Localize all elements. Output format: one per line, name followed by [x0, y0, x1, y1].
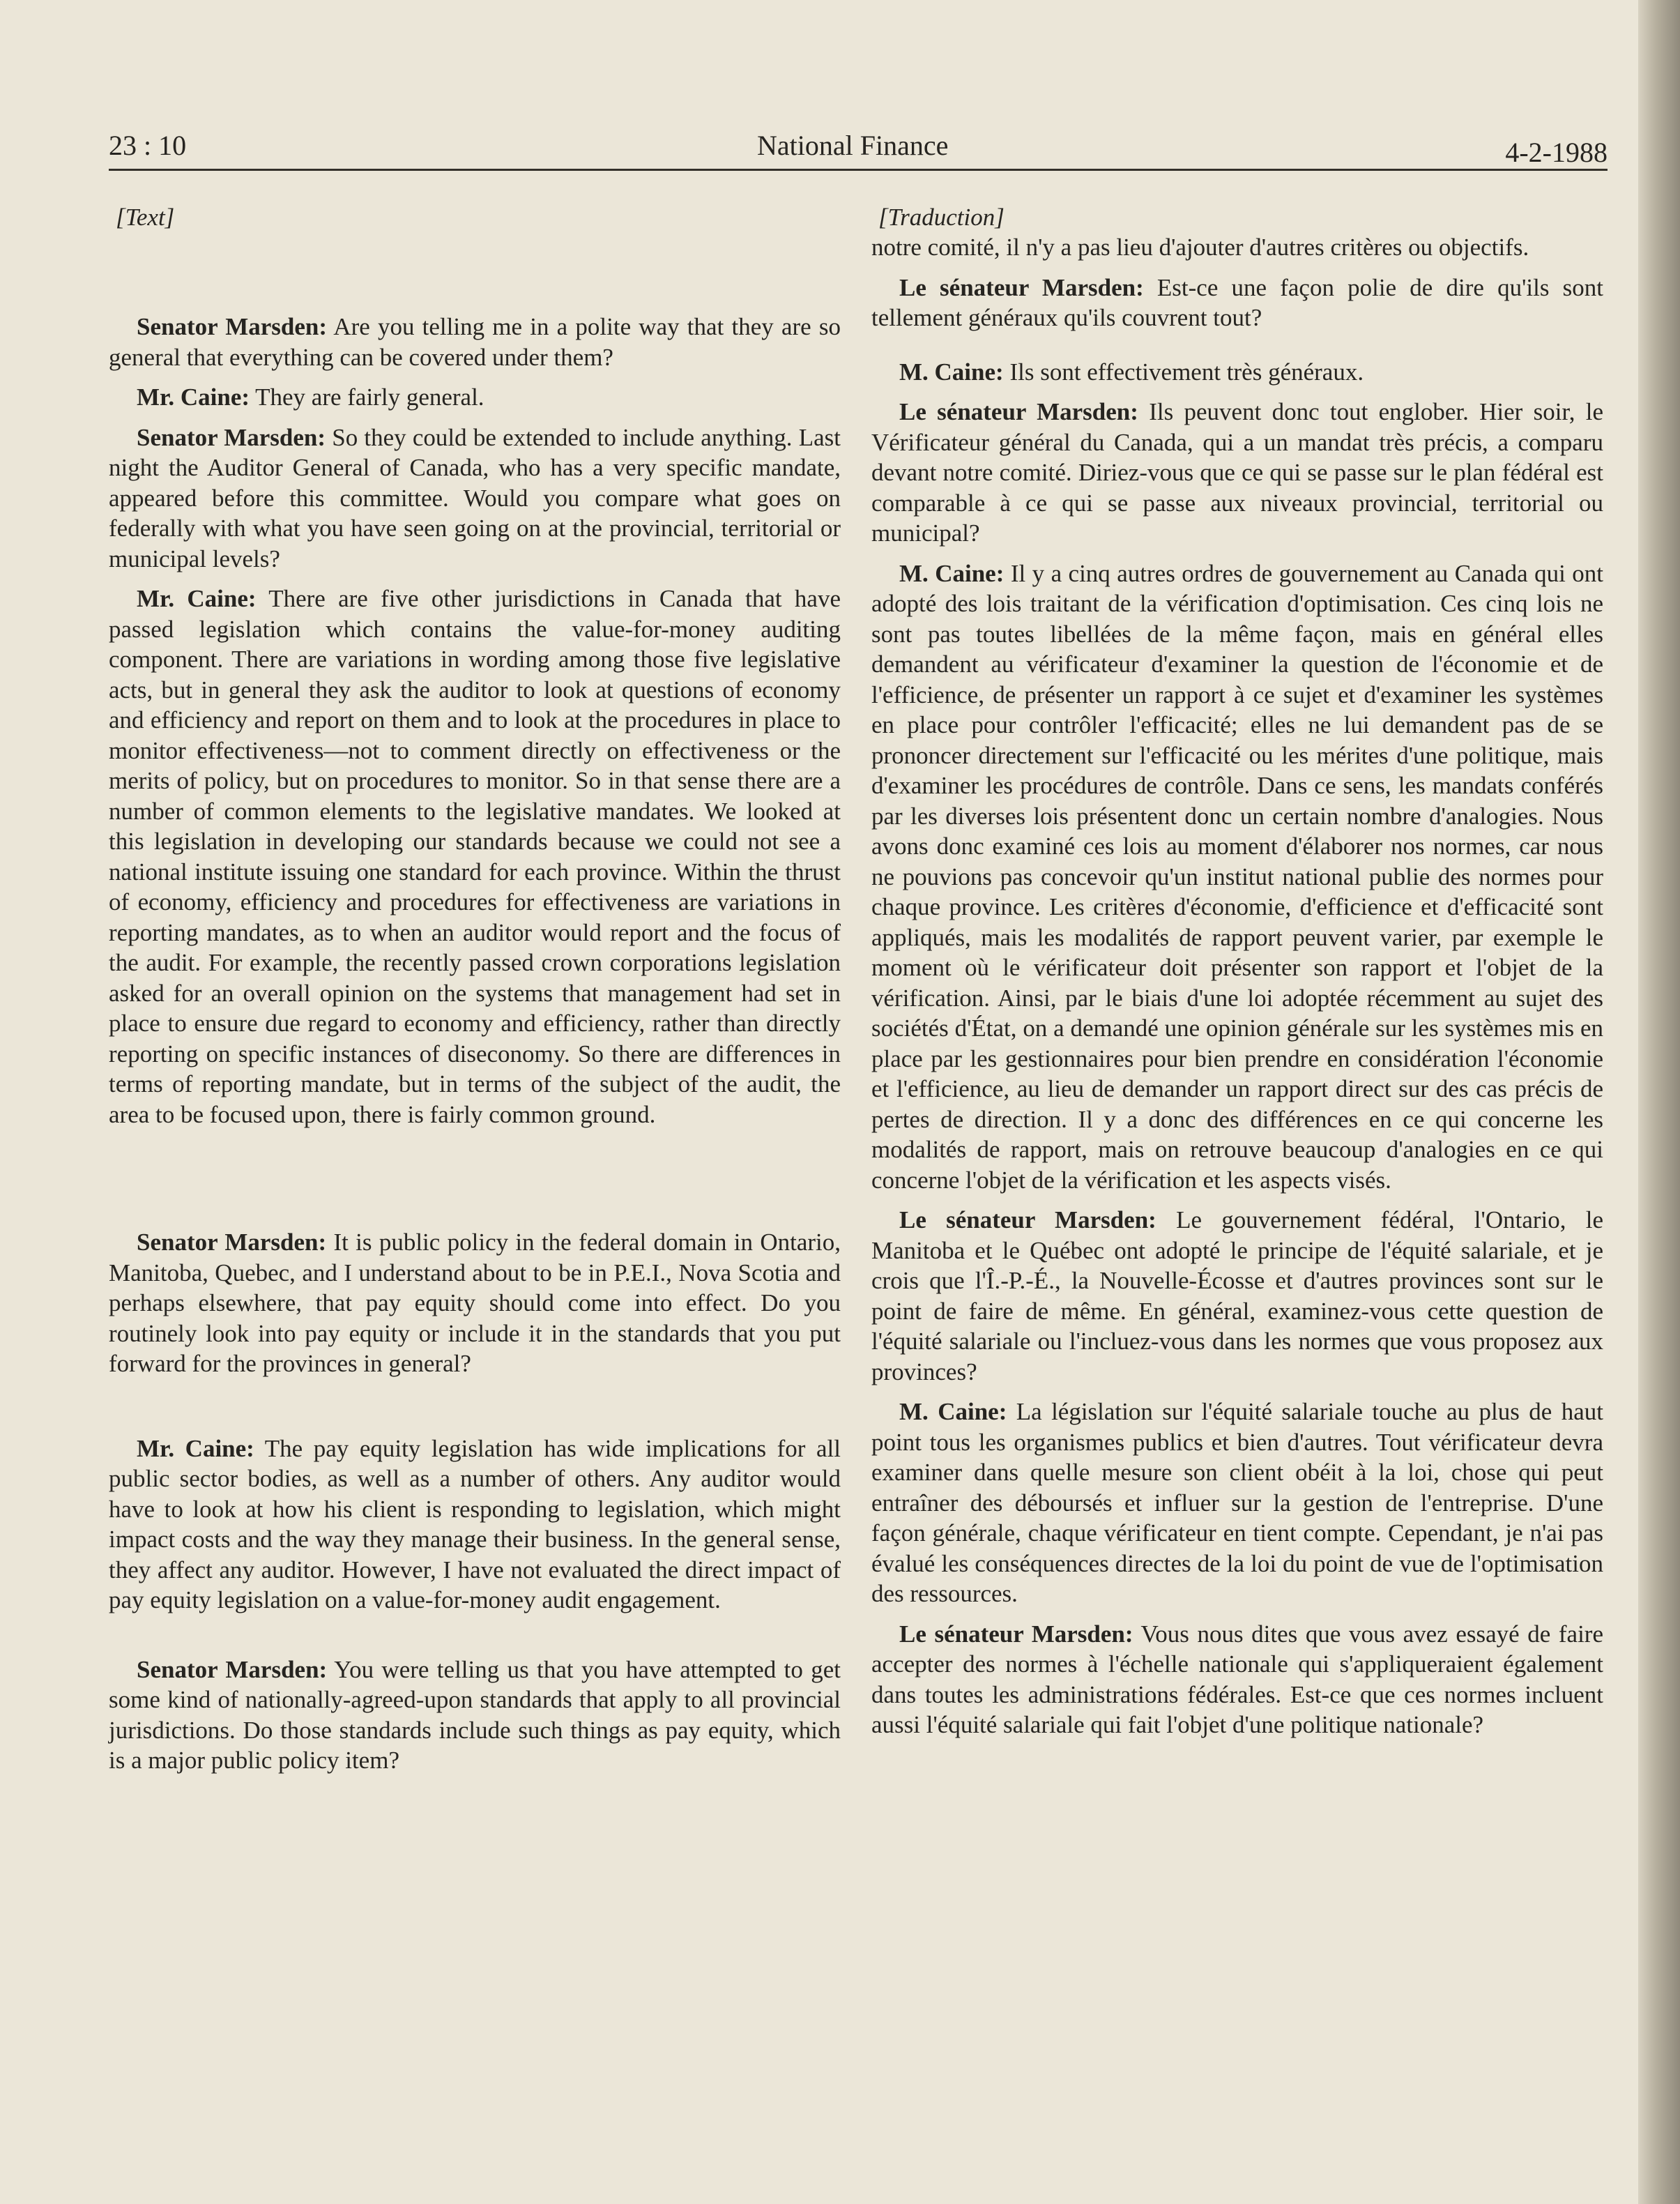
paragraph-text: Vous nous dites que vous avez essayé de faire accepter des normes à l'échelle nationale qui s'appliqueraient également dans toutes les administrations fédérales. Est-ce que ces normes incluent aussi l'équité salariale qui fait l'objet d'une politique nationale?: [871, 1620, 1603, 1738]
header-rule: [109, 169, 1608, 171]
paragraph-text: La législation sur l'équité salariale touche au plus de haut point tous les organismes publics et bien d'autres. Tout vérificateur devra examiner dans quelle mesure son client obéit à la loi, chose qui peut entraîner des déboursés et influer sur la gestion de l'entreprise. D'une façon générale, chaque vérificateur en tient compte. Cependant, je n'ai pas évalué les conséquences directes de la loi du point de vue de l'optimisation des ressources.: [871, 1398, 1603, 1607]
paragraph: [109, 1655, 841, 1776]
publication-title: National Finance: [757, 130, 949, 161]
translation-label: [Traduction]: [878, 204, 1005, 231]
speaker-name: Senator Marsden:: [137, 1655, 328, 1683]
speaker-name: Senator Marsden:: [137, 423, 326, 451]
binding-edge: [1638, 0, 1680, 2204]
paragraph: [109, 423, 841, 575]
running-header: [109, 124, 1608, 166]
paragraph-text: The pay equity legislation has wide implications for all public sector bodies, as well as a number of others. Any auditor would have to look at how his client is responding to legislation, which might impact costs and the way they manage their business. In the general sense, they affect any auditor. However, I have not evaluated the direct impact of pay equity legislation on a value-for-money audit engagement.: [109, 1434, 841, 1613]
paragraph-text: There are five other jurisdictions in Canada that have passed legislation which contains the value-for-money auditing component. There are variations in wording among those five legislative acts, but in general they ask the auditor to look at questions of economy and efficiency and report on them and to look at the procedures in place to monitor effectiveness—not to comment directly on effectiveness or the merits of policy, but on procedures to monitor. So in that sense there are a number of common elements to the legislative mandates. We looked at this legislation in developing our standards because we could not see a national institute issuing one standard for each province. Within the thrust of economy, efficiency and procedures for effectiveness are variations in reporting mandates, as to when an auditor would report and the focus of the audit. For example, the recently passed crown corporations legislation asked for an overall opinion on the systems that management had set in place to ensure due regard to economy and efficiency, rather than directly reporting on specific instances of diseconomy. So there are differences in terms of reporting mandate, but in terms of the subject of the audit, the area to be focused upon, there is fairly common ground.: [109, 585, 841, 1128]
speaker-name: Le sénateur Marsden:: [899, 273, 1144, 301]
paragraph: [109, 1434, 841, 1616]
speaker-name: Le sénateur Marsden:: [899, 1206, 1156, 1233]
paragraph: [871, 1619, 1603, 1740]
paragraph: [109, 382, 841, 413]
paragraph-text: Il y a cinq autres ordres de gouvernement au Canada qui ont adopté des lois traitant de la vérification d'optimisation. Ces cinq lois ne sont pas toutes libellées de la même façon, mais en général elles demandent au vérificateur d'examiner la question de l'économie et de l'efficience, de présenter un rapport à ce sujet et d'examiner les systèmes en place pour contrôler l'efficacité; elles ne lui demandent pas de se prononcer directement sur l'efficacité ou les mérites d'une politique, mais d'examiner les procédures de contrôle. Dans ce sens, les mandats conférés par les diverses lois présentent donc un certain nombre d'analogies. Nous avons donc examiné ces lois au moment d'élaborer nos normes, car nous ne pouvions pas concevoir qu'un institut national publie des normes pour chaque province. Les critères d'économie, d'efficience et d'efficacité sont appliqués, mais les modalités de rapport peuvent varier, par exemple le moment où le vérificateur doit présenter son rapport et l'objet de la vérification. Ainsi, par le biais d'une loi adoptée récemment au sujet des sociétés d'État, on a demandé une opinion générale sur les systèmes mis en place par les gestionnaires pour bien prendre en considération l'économie et l'efficience, au lieu de demander un rapport direct sur des cas précis de pertes de direction. Il y a donc des différences en ce qui concerne les modalités de rapport, mais on retrouve beaucoup d'analogies en ce qui concerne l'objet de la vérification et les aspects visés.: [871, 559, 1603, 1194]
paragraph-continuation: notre comité, il n'y a pas lieu d'ajouter d'autres critères ou objectifs.: [871, 234, 1529, 261]
speaker-name: Mr. Caine:: [137, 383, 250, 411]
speaker-name: Senator Marsden:: [137, 1229, 327, 1256]
paragraph-text: Ils peuvent donc tout englober. Hier soir, le Vérificateur général du Canada, qui a un mandat très précis, a comparu devant notre comité. Diriez-vous que ce qui se passe sur le plan fédéral est comparable à ce qui se passe aux niveaux provincial, territorial ou municipal?: [871, 398, 1604, 547]
english-column: [109, 202, 841, 1776]
paragraph: [109, 312, 841, 372]
text-label: [Text]: [116, 204, 175, 231]
speaker-name: Mr. Caine:: [137, 585, 257, 612]
paragraph: [871, 357, 1603, 388]
paragraph: [871, 397, 1603, 549]
speaker-name: M. Caine:: [899, 1398, 1007, 1425]
speaker-name: M. Caine:: [899, 358, 1004, 386]
french-column: [871, 202, 1603, 1740]
paragraph-text: It is public policy in the federal domain in Ontario, Manitoba, Quebec, and I understand about to be in P.E.I., Nova Scotia and perhaps elsewhere, that pay equity should come into effect. Do you routinely look into pay equity or include it in the standards that you put forward for the provinces in general?: [109, 1229, 841, 1377]
speaker-name: Mr. Caine:: [137, 1434, 254, 1462]
speaker-name: Senator Marsden:: [137, 313, 328, 340]
paragraph: [871, 1397, 1603, 1609]
paragraph: [871, 1205, 1603, 1387]
paragraph-text: Ils sont effectivement très généraux.: [1003, 358, 1364, 386]
speaker-name: M. Caine:: [899, 559, 1005, 587]
paragraph: [109, 584, 841, 1130]
page-reference: 23 : 10: [109, 130, 187, 161]
speaker-name: Le sénateur Marsden:: [899, 1620, 1133, 1648]
paragraph: [871, 273, 1603, 333]
paragraph: [109, 1227, 841, 1379]
paragraph: [871, 558, 1603, 1196]
speaker-name: Le sénateur Marsden:: [899, 398, 1138, 425]
paragraph-text: Le gouvernement fédéral, l'Ontario, le Manitoba et le Québec ont adopté le principe de l'équité salariale, et je crois que l'Î.-P.-É., la Nouvelle-Écosse et d'autres provinces sont sur le point de faire de même. En général, examinez-vous cette question de l'équité salariale ou l'incluez-vous dans les normes que vous proposez aux provinces?: [871, 1206, 1603, 1385]
header-date: 4-2-1988: [1505, 137, 1608, 168]
paragraph-text: You were telling us that you have attempted to get some kind of nationally-agreed-upon standards that apply to all provincial jurisdictions. Do those standards include such things as pay equity, which is a major public policy item?: [109, 1655, 841, 1774]
paragraph-text: Are you telling me in a polite way that they are so general that everything can be covered under them?: [109, 313, 841, 371]
paragraph-text: They are fairly general.: [250, 383, 484, 411]
paragraph-text: So they could be extended to include anything. Last night the Auditor General of Canada, who has a very specific mandate, appeared before this committee. Would you compare what goes on federally with what you have seen going on at the provincial, territorial or municipal levels?: [109, 423, 841, 572]
paragraph-text: Est-ce une façon polie de dire qu'ils sont tellement généraux qu'ils couvrent tout?: [871, 273, 1604, 331]
